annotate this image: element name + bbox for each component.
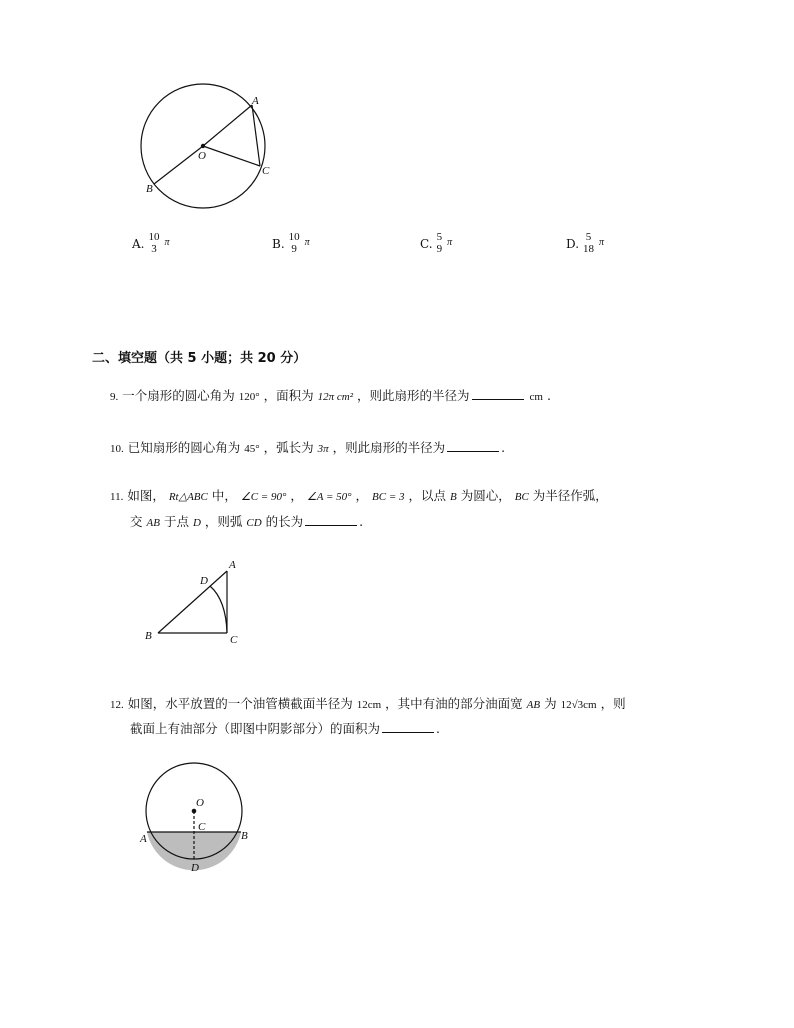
question-text: 中， — [211, 488, 237, 503]
fraction — [148, 232, 159, 255]
question-number: 12. — [110, 699, 124, 711]
question-12 — [110, 694, 626, 712]
question-text: 为 — [544, 696, 557, 711]
math-point-b: B — [450, 491, 457, 503]
denominator: 3 — [151, 242, 157, 255]
math-width: 12√3cm — [560, 699, 597, 711]
math-angle: 45° — [244, 443, 260, 455]
question-number: 9. — [110, 391, 119, 403]
separator: ， — [355, 488, 369, 503]
denominator: 9 — [291, 242, 297, 255]
label-o: O — [198, 150, 206, 162]
unit: cm — [529, 391, 543, 403]
fraction — [437, 232, 443, 255]
math-angle-c: ∠C = 90° — [240, 491, 287, 503]
numerator: 5 — [585, 231, 592, 243]
label-a: A — [140, 833, 147, 845]
answer-blank[interactable] — [382, 722, 434, 733]
label-d: D — [200, 575, 208, 587]
label-c: C — [230, 634, 238, 646]
question-text: 截面上有油部分（即图中阴影部分）的面积为 — [130, 721, 381, 736]
numerator: 5 — [436, 231, 443, 243]
pi-symbol: π — [304, 237, 310, 249]
math-ab: AB — [146, 517, 160, 529]
denominator: 18 — [583, 242, 595, 255]
figure-right-triangle — [140, 555, 250, 650]
pi-symbol: π — [599, 237, 605, 249]
option-d — [566, 232, 604, 255]
math-radius: BC — [514, 491, 529, 503]
period: . — [436, 721, 440, 736]
question-number: 10. — [110, 443, 124, 455]
figure-circle-aoc — [130, 82, 280, 222]
question-12-line-2 — [130, 719, 440, 737]
question-text: 一个扇形的圆心角为 — [122, 388, 235, 403]
figure-oil-pipe — [138, 760, 258, 875]
option-letter: D. — [566, 236, 580, 251]
numerator: 10 — [288, 231, 300, 243]
question-text: 为半径作弧， — [532, 488, 608, 503]
question-text: 已知扇形的圆心角为 — [127, 440, 241, 455]
question-text: ，则弧 — [204, 514, 243, 529]
pi-symbol: π — [164, 237, 170, 249]
question-text: ，则 — [600, 696, 626, 711]
label-b: B — [145, 630, 152, 642]
label-a: A — [252, 95, 259, 107]
question-text: ，面积为 — [263, 388, 314, 403]
question-text: 为圆心， — [460, 488, 511, 503]
question-text: 如图，水平放置的一个油管横截面半径为 — [127, 696, 353, 711]
math-arc: 3π — [317, 443, 329, 455]
period: . — [501, 440, 506, 455]
question-11 — [110, 486, 608, 504]
question-9 — [110, 386, 551, 404]
option-letter: C. — [420, 236, 433, 251]
question-10 — [110, 438, 505, 456]
option-b — [272, 232, 310, 255]
question-text: 的长为 — [265, 514, 304, 529]
question-text: ，以点 — [408, 488, 447, 503]
fraction — [289, 232, 300, 255]
answer-blank[interactable] — [305, 515, 357, 526]
question-text: 于点 — [163, 514, 189, 529]
label-c: C — [198, 821, 206, 833]
label-b: B — [146, 183, 153, 195]
math-area: 12π cm² — [317, 391, 354, 403]
math-arc-cd: CD — [246, 517, 262, 529]
option-c — [420, 232, 452, 255]
section-title: 二、填空题（共 5 小题；共 20 分） — [92, 351, 307, 366]
option-a — [132, 232, 170, 255]
question-text: 交 — [130, 514, 143, 529]
answer-blank[interactable] — [447, 441, 499, 452]
fraction — [583, 232, 594, 255]
math-point-d: D — [192, 517, 201, 529]
separator: ， — [290, 488, 303, 503]
period: . — [546, 388, 551, 403]
math-triangle: Rt△ABC — [168, 491, 208, 503]
math-ab: AB — [526, 699, 541, 711]
denominator: 9 — [436, 242, 443, 255]
math-bc: BC = 3 — [372, 491, 405, 503]
question-text: ，则此扇形的半径为 — [357, 388, 470, 403]
question-text: ，则此扇形的半径为 — [332, 440, 446, 455]
math-radius: 12cm — [356, 699, 382, 711]
pi-symbol: π — [447, 237, 453, 249]
question-number: 11. — [110, 491, 124, 503]
label-b: B — [241, 830, 248, 842]
answer-blank[interactable] — [472, 389, 524, 400]
period: . — [359, 514, 364, 529]
option-letter: B. — [272, 236, 285, 251]
numerator: 10 — [148, 231, 160, 243]
question-text: ，弧长为 — [263, 440, 314, 455]
math-angle-a: ∠A = 50° — [306, 491, 352, 503]
question-text: ，其中有油的部分油面宽 — [385, 696, 523, 711]
option-letter: A. — [132, 236, 145, 251]
question-11-line-2 — [130, 512, 363, 530]
label-d: D — [191, 862, 199, 874]
label-a: A — [229, 559, 236, 571]
label-o: O — [196, 797, 204, 809]
math-angle: 120° — [238, 391, 260, 403]
question-text: 如图， — [127, 488, 165, 503]
label-c: C — [262, 165, 270, 177]
